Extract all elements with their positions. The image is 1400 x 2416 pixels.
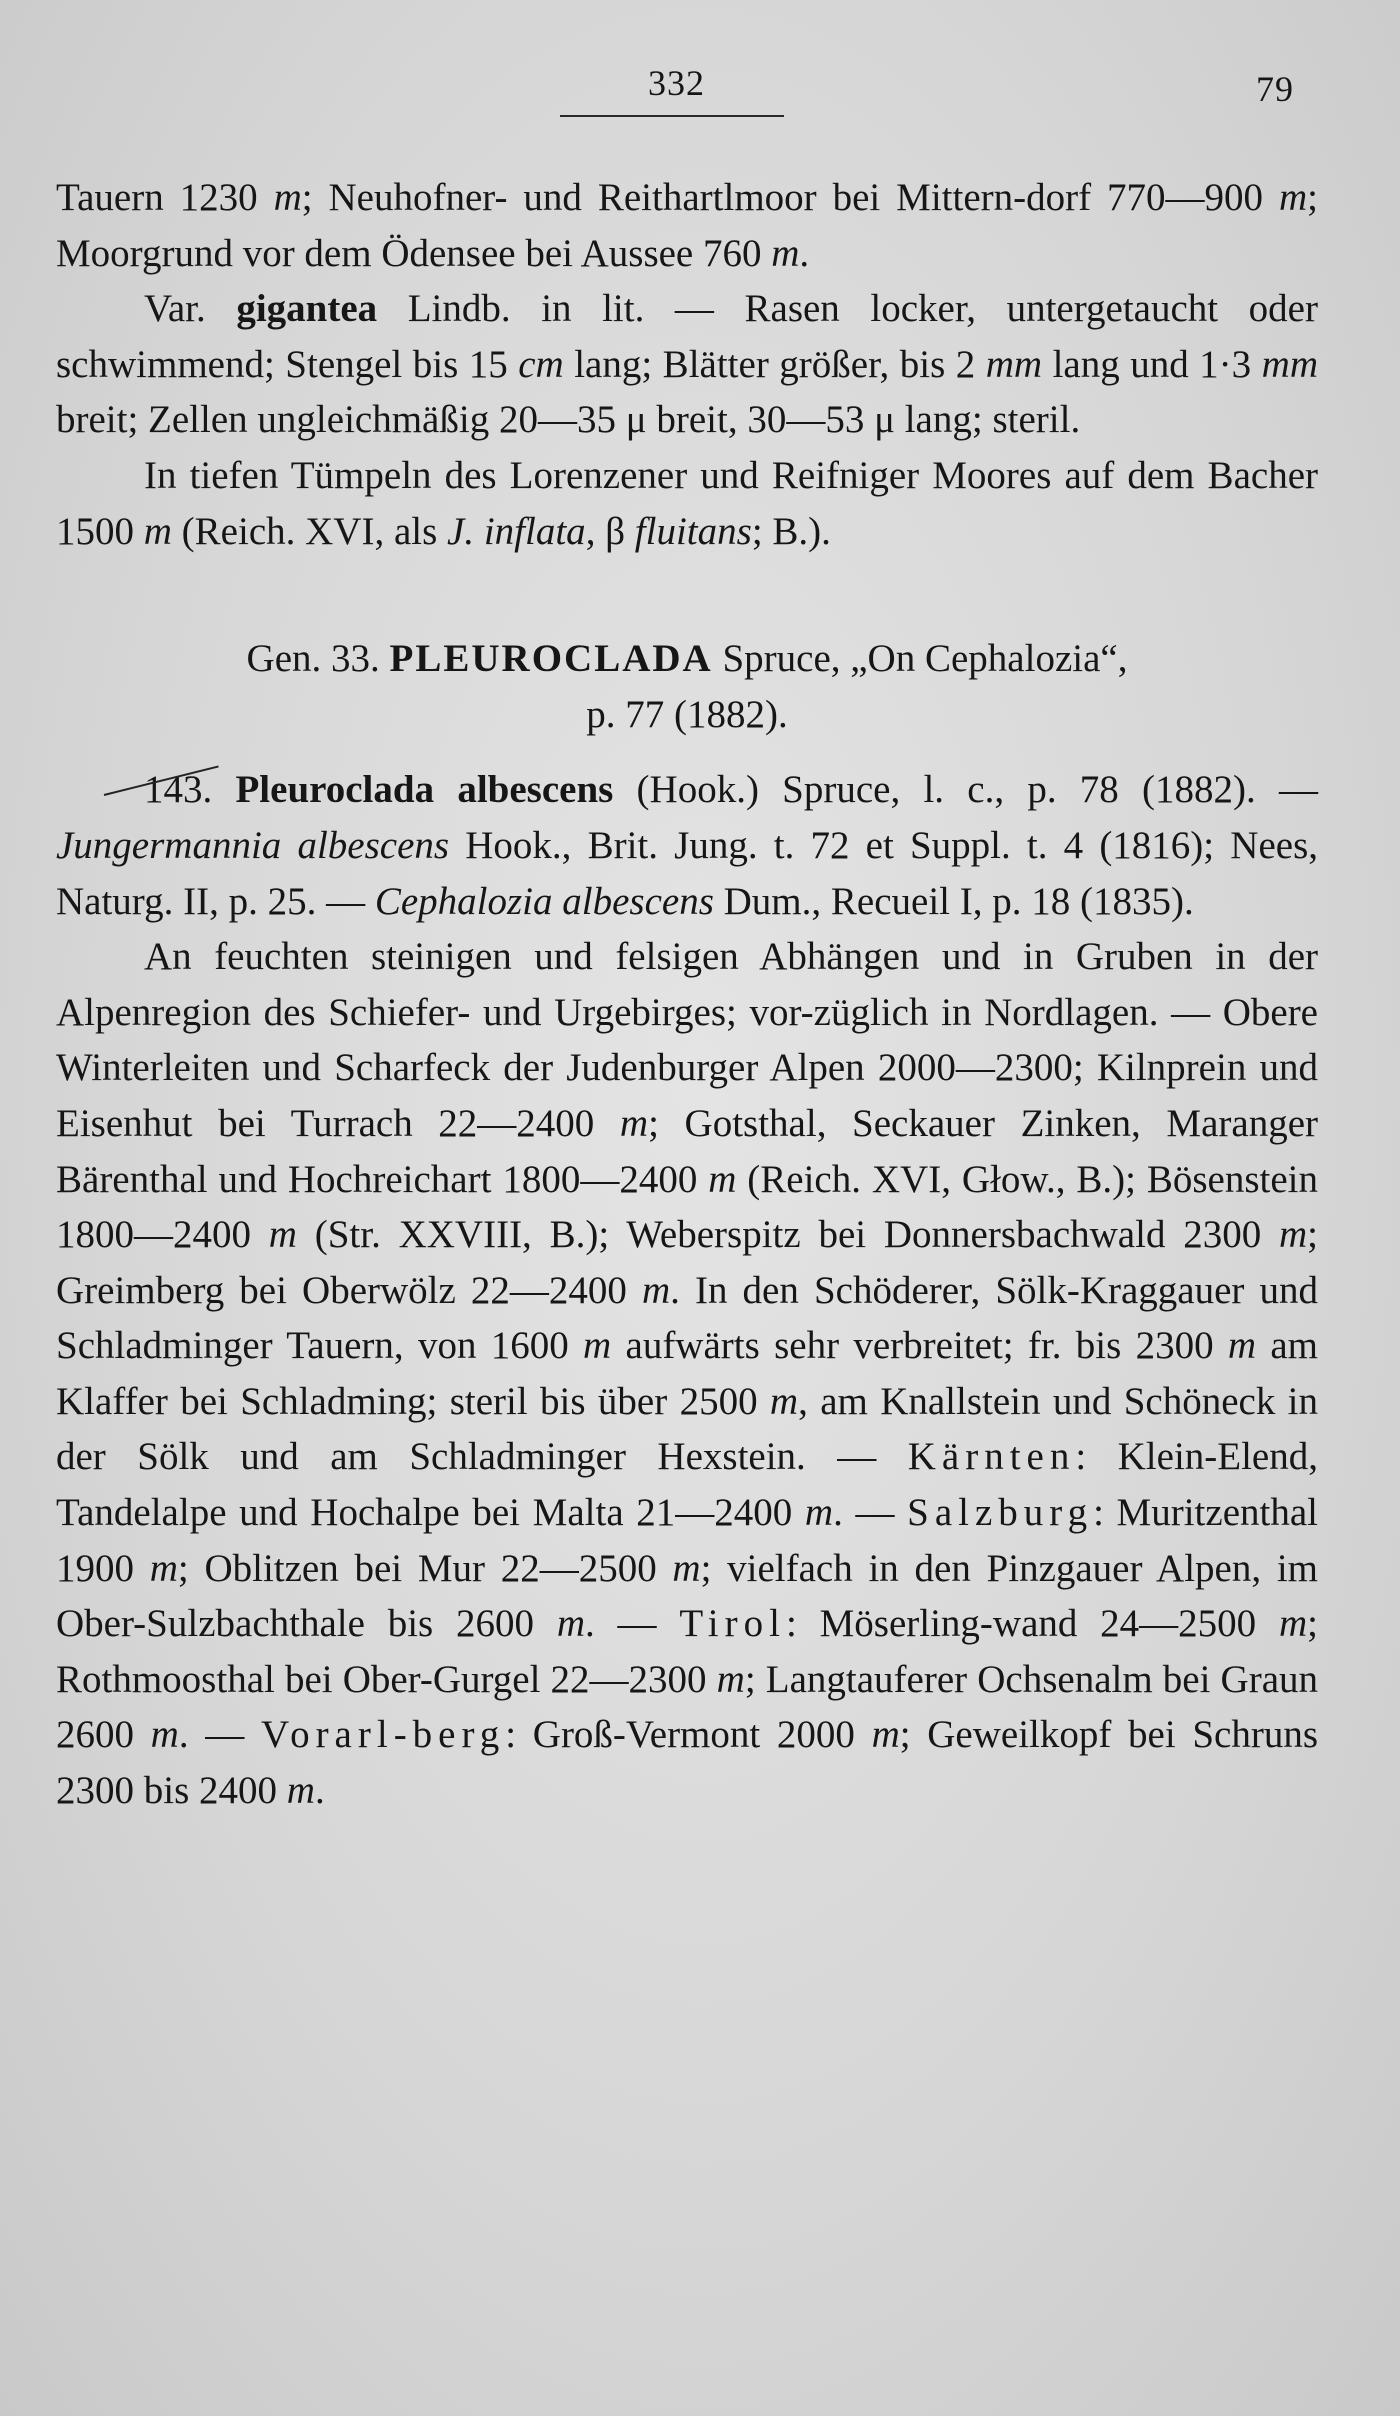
region-vorarlberg: Vorarl-berg [260, 1713, 506, 1757]
genus-heading [56, 631, 1318, 742]
paragraph-tauern: Tauern 1230 m; Neuhofner- und Reithartlmoor bei Mittern-dorf 770—900 m; Moorgrund vor dem Ödensee bei Aussee 760 m. [56, 176, 1318, 275]
species-entry: 143. Pleuroclada albescens (Hook.) Spruce, l. c., p. 78 (1882). — Jungermannia albescens Hook., Brit. Jung. t. 72 et Suppl. t. 4 (1816); Nees, Naturg. II, p. 25. — Cephalozia albescens Dum., Recueil I, p. 18 (1835). [56, 762, 1318, 929]
species-name: Pleuroclada albescens [235, 768, 614, 812]
paragraph-habitat-localities: An feuchten steinigen und felsigen Abhängen und in Gruben in der Alpenregion des Schiefer- und Urgebirges; vor-züglich in Nordlagen. — Obere Winterleiten und Scharfeck der Judenburger Alpen 2000—2300; Kilnprein und Eisenhut bei Turrach 22—2400 m; Gotsthal, Seckauer Zinken, Maranger Bärenthal und Hochreichart 1800—2400 m (Reich. XVI, Głow., B.); Bösenstein 1800—2400 m (Str. XXVIII, B.); Weberspitz bei Donnersbachwald 2300 m; Greimberg bei Oberwölz 22—2400 m. In den Schöderer, Sölk-Kraggauer und Schladminger Tauern, von 1600 m aufwärts sehr verbreitet; fr. bis 2300 m am Klaffer bei Schladming; steril bis über 2500 m, am Knallstein und Schöneck in der Sölk und am Schladminger Hexstein. — Kärnten: Klein-Elend, Tandelalpe und Hochalpe bei Malta 21—2400 m. — Salzburg: Muritzenthal 1900 m; Oblitzen bei Mur 22—2500 m; vielfach in den Pinzgauer Alpen, im Ober-Sulzbachthale bis 2600 m. — Tirol: Möserling-wand 24—2500 m; Rothmoosthal bei Ober-Gurgel 22—2300 m; Langtauferer Ochsenalm bei Graun 2600 m. — Vorarl-berg: Groß-Vermont 2000 m; Geweilkopf bei Schruns 2300 bis 2400 m. [56, 935, 1319, 1813]
species-number: 143. [144, 768, 212, 811]
paragraph-var-gigantea: Var. gigantea Lindb. in lit. — Rasen locker, untergetaucht oder schwimmend; Stengel bis 15 cm lang; Blätter größer, bis 2 mm lang und 1·3 mm breit; Zellen ungleichmäßig 20—35 μ breit, 30—53 μ lang; steril. [56, 287, 1318, 442]
page-number-center: 332 [648, 63, 705, 103]
paragraph-localities-gigantea: In tiefen Tümpeln des Lorenzener und Reifniger Moores auf dem Bacher 1500 m (Reich. XVI, als J. inflata, β fluitans; B.). [56, 453, 1318, 553]
region-kaernten: Kärnten [907, 1435, 1076, 1479]
header-rule [560, 115, 784, 117]
region-tirol: Tirol [679, 1602, 786, 1646]
page-number-right: 79 [1256, 69, 1294, 109]
genus-line-1: Gen. 33. PLEUROCLADA Spruce, „On Cephalozia“, [246, 637, 1128, 681]
region-salzburg: Salzburg [907, 1491, 1094, 1535]
genus-name: PLEUROCLADA [389, 637, 713, 681]
genus-line-2: p. 77 (1882). [586, 692, 788, 736]
body-text [56, 170, 1318, 1819]
